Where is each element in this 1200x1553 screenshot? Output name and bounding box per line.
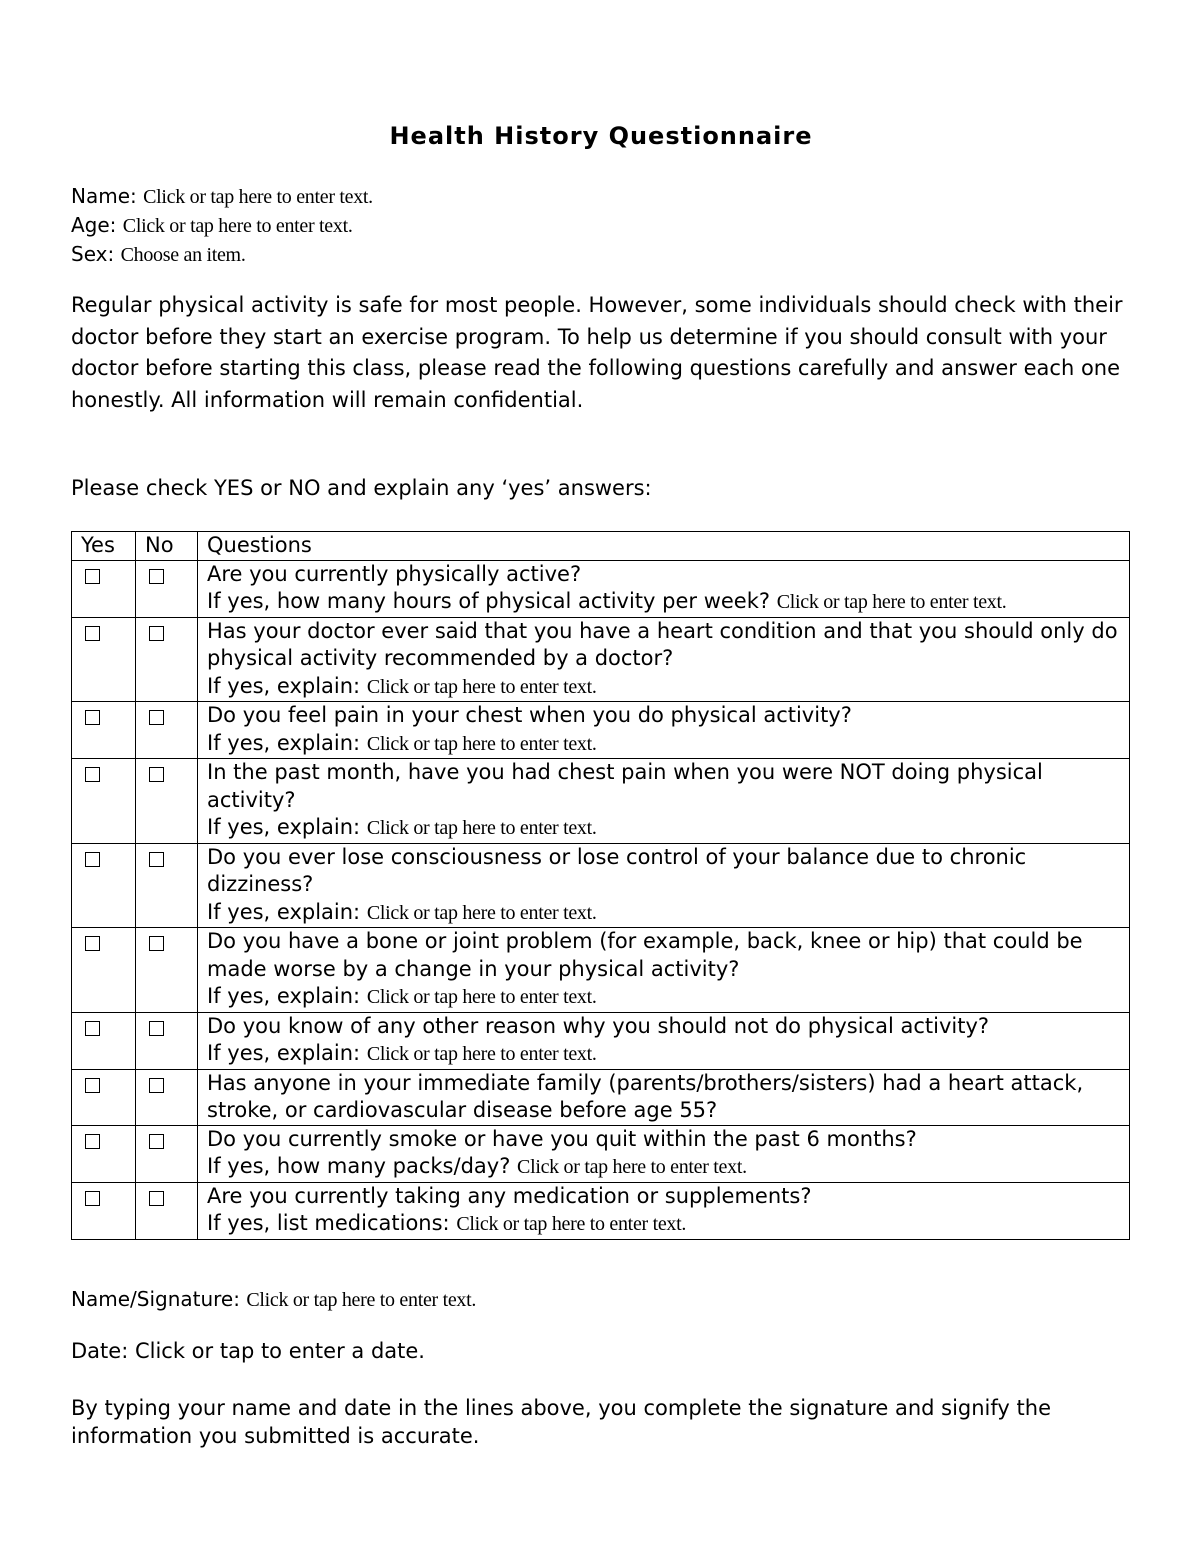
followup-label: If yes, how many hours of physical activity per week? <box>207 589 771 613</box>
yes-checkbox[interactable] <box>85 626 100 641</box>
followup-label: If yes, explain: <box>207 730 361 755</box>
followup-line <box>207 588 1129 617</box>
table-row <box>72 1069 1130 1125</box>
sex-dropdown[interactable]: Choose an item. <box>120 244 246 266</box>
followup-line <box>207 983 1129 1012</box>
followup-input[interactable]: Click or tap here to enter text. <box>517 1156 747 1178</box>
question-text: Do you know of any other reason why you should not do physical activity? <box>207 1013 990 1038</box>
yes-checkbox[interactable] <box>85 852 100 867</box>
instruction-text: Please check YES or NO and explain any ‘yes’ answers: <box>71 476 652 500</box>
yes-cell <box>72 617 136 702</box>
followup-input[interactable]: Click or tap here to enter text. <box>366 675 597 698</box>
age-input[interactable]: Click or tap here to enter text. <box>122 215 353 237</box>
question-cell <box>198 560 1130 617</box>
question-cell <box>198 843 1130 928</box>
question-text: Do you have a bone or joint problem (for example, back, knee or hip) that could be made worse by a change in your physical activity? <box>207 929 1083 981</box>
followup-input[interactable]: Click or tap here to enter text. <box>366 732 597 755</box>
followup-label: If yes, explain: <box>207 899 361 924</box>
followup-line <box>207 730 1129 759</box>
question-text: Do you currently smoke or have you quit within the past 6 months? <box>207 1126 917 1151</box>
date-label: Date: <box>71 1339 129 1363</box>
question-text: Are you currently taking any medication or supplements? <box>207 1183 812 1208</box>
followup-input[interactable]: Click or tap here to enter text. <box>366 901 597 924</box>
no-checkbox[interactable] <box>149 1134 164 1149</box>
yes-checkbox[interactable] <box>85 1078 100 1093</box>
age-field-row <box>71 211 373 240</box>
question-text: Do you ever lose consciousness or lose control of your balance due to chronic dizziness? <box>207 844 1027 896</box>
question-cell <box>198 702 1130 759</box>
no-cell <box>136 928 198 1013</box>
intro-paragraph: Regular physical activity is safe for most people. However, some individuals should check with their doctor before they start an exercise program. To help us determine if you should consult with your doctor before starting this class, please read the following questions carefully and answer each one honestly. All information will remain confidential. <box>71 293 1123 412</box>
followup-input[interactable]: Click or tap here to enter text. <box>366 986 597 1008</box>
table-row <box>72 617 1130 702</box>
no-cell <box>136 617 198 702</box>
yes-cell <box>72 928 136 1013</box>
signature-input[interactable]: Click or tap here to enter text. <box>246 1289 477 1311</box>
table-row <box>72 560 1130 617</box>
closing-statement: By typing your name and date in the lines above, you complete the signature and signify the information you submitted is accurate. <box>71 1396 1051 1448</box>
no-cell <box>136 843 198 928</box>
age-label: Age: <box>71 213 117 237</box>
no-checkbox[interactable] <box>149 936 164 951</box>
yes-cell <box>72 843 136 928</box>
table-row <box>72 1182 1130 1239</box>
table-row <box>72 843 1130 928</box>
no-cell <box>136 1182 198 1239</box>
followup-line <box>207 673 1129 702</box>
no-cell <box>136 560 198 617</box>
followup-label: If yes, explain: <box>207 984 361 1008</box>
sex-field-row <box>71 240 373 269</box>
no-checkbox[interactable] <box>149 710 164 725</box>
followup-line <box>207 899 1129 928</box>
table-row <box>72 1012 1130 1069</box>
question-cell <box>198 759 1130 844</box>
name-label: Name: <box>71 184 137 208</box>
yes-cell <box>72 759 136 844</box>
questions-table <box>71 531 1130 1240</box>
page-title: Health History Questionnaire <box>389 122 813 150</box>
name-field-row <box>71 182 373 211</box>
yes-cell <box>72 1069 136 1125</box>
question-text: Has your doctor ever said that you have a heart condition and that you should only do physical activity recommended by a doctor? <box>207 618 1118 670</box>
table-row <box>72 928 1130 1013</box>
no-checkbox[interactable] <box>149 569 164 584</box>
yes-cell <box>72 1125 136 1182</box>
personal-info-fields <box>71 182 373 269</box>
question-cell <box>198 1182 1130 1239</box>
question-text: Do you feel pain in your chest when you do physical activity? <box>207 703 852 727</box>
question-cell <box>198 928 1130 1013</box>
signature-label: Name/Signature: <box>71 1287 240 1311</box>
yes-cell <box>72 560 136 617</box>
no-cell <box>136 1069 198 1125</box>
followup-line <box>207 1153 1129 1182</box>
table-row <box>72 702 1130 759</box>
no-checkbox[interactable] <box>149 1021 164 1036</box>
yes-checkbox[interactable] <box>85 767 100 782</box>
yes-cell <box>72 1012 136 1069</box>
followup-input[interactable]: Click or tap here to enter text. <box>776 591 1007 613</box>
no-checkbox[interactable] <box>149 767 164 782</box>
question-text: Are you currently physically active? <box>207 561 582 586</box>
no-checkbox[interactable] <box>149 1078 164 1093</box>
question-cell <box>198 1012 1130 1069</box>
followup-label: If yes, how many packs/day? <box>207 1154 511 1178</box>
question-text: In the past month, have you had chest pain when you were NOT doing physical activity? <box>207 760 1043 812</box>
no-cell <box>136 1125 198 1182</box>
no-checkbox[interactable] <box>149 626 164 641</box>
yes-checkbox[interactable] <box>85 1134 100 1149</box>
question-cell <box>198 1125 1130 1182</box>
header-yes: Yes <box>72 532 136 561</box>
no-cell <box>136 702 198 759</box>
yes-cell <box>72 1182 136 1239</box>
question-cell <box>198 1069 1130 1125</box>
yes-checkbox[interactable] <box>85 1191 100 1206</box>
followup-line <box>207 814 1129 843</box>
followup-input[interactable]: Click or tap here to enter text. <box>456 1213 687 1235</box>
date-row <box>71 1339 425 1363</box>
yes-cell <box>72 702 136 759</box>
table-row <box>72 1125 1130 1182</box>
yes-checkbox[interactable] <box>85 936 100 951</box>
question-text: Has anyone in your immediate family (parents/brothers/sisters) had a heart attack, stroke, or cardiovascular disease before age 55? <box>207 1070 1084 1122</box>
no-cell <box>136 759 198 844</box>
followup-input[interactable]: Click or tap here to enter text. <box>366 817 597 839</box>
question-cell <box>198 617 1130 702</box>
header-no: No <box>136 532 198 561</box>
followup-label: If yes, explain: <box>207 1041 361 1065</box>
sex-label: Sex: <box>71 242 115 266</box>
followup-line <box>207 1210 1129 1239</box>
table-row <box>72 759 1130 844</box>
followup-label: If yes, explain: <box>207 815 361 839</box>
date-picker[interactable]: Click or tap to enter a date. <box>134 1339 425 1363</box>
yes-checkbox[interactable] <box>85 569 100 584</box>
followup-label: If yes, list medications: <box>207 1211 450 1235</box>
header-questions: Questions <box>198 532 1130 561</box>
yes-checkbox[interactable] <box>85 710 100 725</box>
followup-input[interactable]: Click or tap here to enter text. <box>366 1043 597 1065</box>
table-header-row <box>72 532 1130 561</box>
no-checkbox[interactable] <box>149 852 164 867</box>
name-input[interactable]: Click or tap here to enter text. <box>143 186 373 208</box>
signature-row <box>71 1287 476 1312</box>
followup-label: If yes, explain: <box>207 673 361 698</box>
no-checkbox[interactable] <box>149 1191 164 1206</box>
no-cell <box>136 1012 198 1069</box>
yes-checkbox[interactable] <box>85 1021 100 1036</box>
followup-line <box>207 1040 1129 1069</box>
